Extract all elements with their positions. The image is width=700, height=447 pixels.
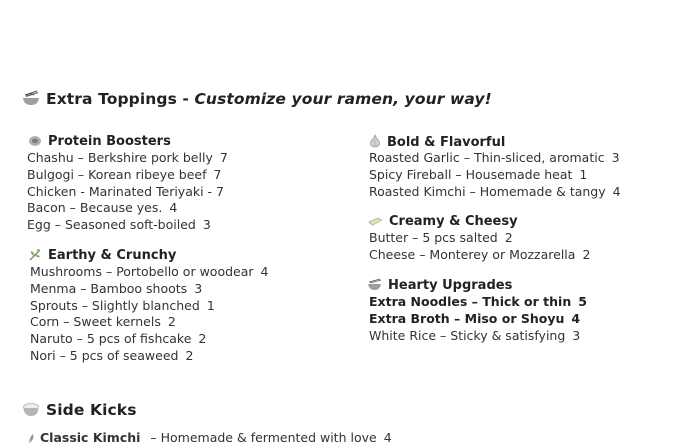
list-item: Sprouts – Slightly blanched 1: [30, 297, 215, 313]
list-item: Bulgogi – Korean ribeye beef 7: [27, 166, 222, 182]
garlic-icon: [369, 134, 381, 148]
list-item: Bacon – Because yes. 4: [27, 200, 178, 216]
hearty-list: [369, 294, 587, 344]
list-item: Cheese – Monterey or Mozzarella 2: [369, 246, 591, 262]
list-item: Chicken - Marinated Teriyaki - 7: [27, 183, 224, 199]
creamy-cheesy-heading: Creamy & Cheesy: [368, 214, 518, 229]
creamy-list: [369, 230, 590, 264]
hearty-upgrades-heading: Hearty Upgrades: [367, 278, 512, 293]
list-item: Butter – 5 pcs salted 2: [369, 230, 513, 245]
rice-bowl-icon: [22, 401, 40, 417]
list-item: Egg – Seasoned soft-boiled 3: [27, 217, 211, 233]
chili-icon: [27, 433, 36, 444]
list-item: Mushrooms – Portobello or woodear 4: [30, 264, 269, 279]
earthy-list: [30, 264, 268, 365]
list-item: Chashu – Berkshire pork belly 7: [27, 150, 228, 165]
extra-toppings-heading: [22, 90, 492, 108]
list-item: White Rice – Sticky & satisfying 3: [369, 327, 581, 343]
list-item: Extra Broth – Miso or Shoyu 4: [369, 310, 581, 326]
butter-icon: [368, 216, 383, 227]
list-item: Roasted Garlic – Thin-sliced, aromatic 3: [369, 150, 620, 165]
ramen-bowl-icon: [22, 90, 40, 106]
section-subtitle: Customize your ramen, your way!: [194, 90, 492, 108]
list-item: Roasted Kimchi – Homemade & tangy 4: [369, 183, 621, 199]
ramen-bowl-icon: [367, 278, 382, 291]
list-item: Naruto – 5 pcs of fishcake 2: [30, 331, 207, 347]
bold-list: [369, 150, 621, 200]
side-kicks-heading: Side Kicks: [22, 401, 137, 419]
meat-icon: [28, 134, 42, 147]
list-item: Extra Noodles – Thick or thin 5: [369, 294, 587, 309]
list-item: Spicy Fireball – Housemade heat 1: [369, 166, 588, 182]
bold-flavorful-heading: Bold & Flavorful: [369, 134, 505, 150]
list-item: Corn – Sweet kernels 2: [30, 314, 176, 330]
side-kicks-first-item: Classic Kimchi – Homemade & fermented with love 4: [27, 430, 392, 447]
list-item: Nori – 5 pcs of seaweed 2: [30, 347, 194, 363]
list-item: Menma – Bamboo shoots 3: [30, 280, 203, 296]
section-title: Extra Toppings -: [46, 90, 195, 108]
herb-icon: [28, 248, 42, 261]
earthy-crunchy-heading: Earthy & Crunchy: [28, 248, 176, 263]
protein-list: [27, 150, 228, 234]
protein-boosters-heading: Protein Boosters: [28, 134, 171, 149]
